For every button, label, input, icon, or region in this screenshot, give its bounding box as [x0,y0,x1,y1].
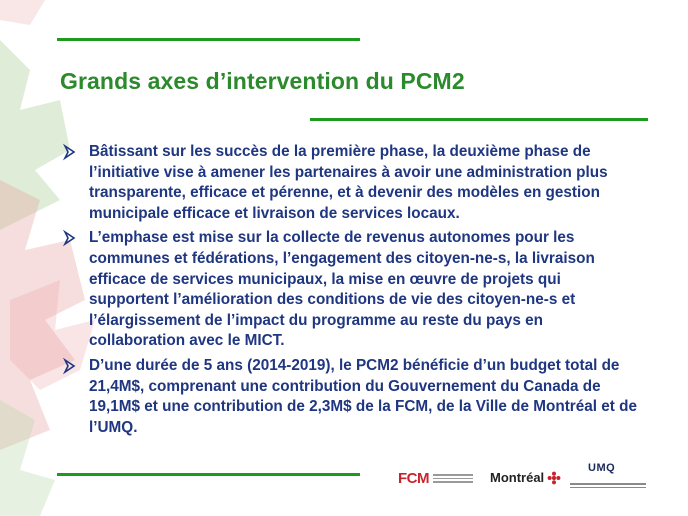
fcm-logo-subtext [433,474,473,483]
fcm-logo [398,470,473,487]
umq-logo-text: UMQ [588,462,616,474]
title-underline [310,118,648,121]
arrow-bullet-icon [62,143,78,161]
bullet-list [62,142,642,442]
arrow-bullet-icon [62,229,78,247]
bullet-item [62,356,642,438]
top-divider [57,38,360,41]
umq-logo-subtext [570,483,646,488]
partner-logos [398,462,646,492]
slide-title: Grands axes d’intervention du PCM2 [60,68,465,94]
montreal-logo-text: Montréal [490,470,545,485]
bullet-item [62,142,642,224]
bullet-text: L’emphase est mise sur la collecte de revenus autonomes pour les communes et fédérations, l’engagement des citoyen-ne-s, la livraison efficace de services municipaux, la mise en œuvre de projets qui supportent l’amélioration des conditions de vie des citoyen-ne-s et l’élargissement de l’impact du programme au reste du pays en collaboration avec le MICT. [89,229,595,350]
arrow-bullet-icon [62,357,78,375]
bottom-divider [57,473,360,476]
fcm-logo-text: FCM [398,470,429,487]
montreal-rosette-icon [547,471,561,485]
bullet-text: D’une durée de 5 ans (2014-2019), le PCM2 bénéficie d’un budget total de 21,4M$, comprenant une contribution du Gouvernement du Canada de 19,1M$ et une contribution de 2,3M$ de la FCM, de la Ville de Montréal et de l’UMQ. [89,356,637,436]
umq-logo [570,462,646,492]
montreal-logo [490,470,561,485]
bullet-item [62,228,642,352]
bullet-text: Bâtissant sur les succès de la première phase, la deuxième phase de l’initiative vise à amener les partenaires à avoir une administration plus transparente, efficace et pérenne, et à devenir des modèles en gestion municipale efficace et livraison de services locaux. [89,143,608,222]
